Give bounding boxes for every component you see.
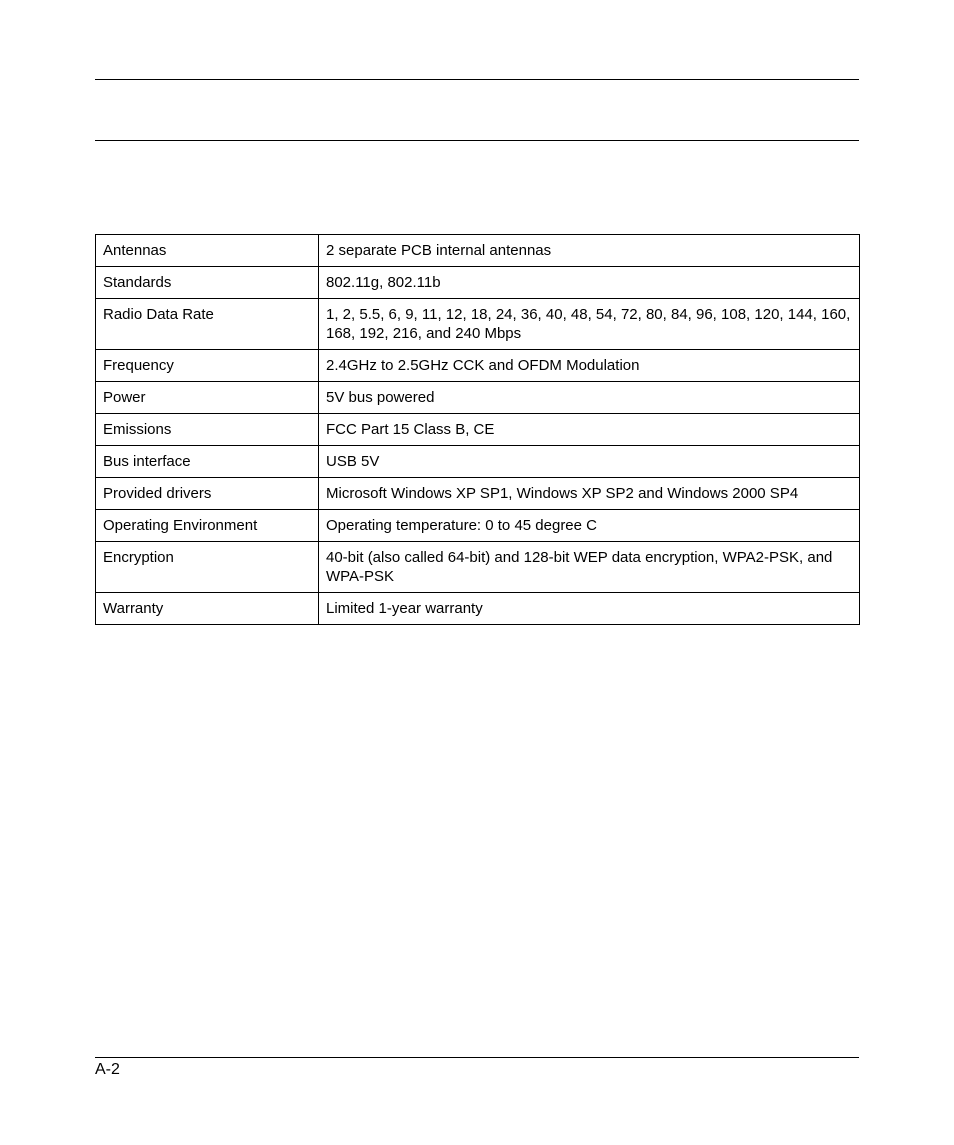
spec-label: Bus interface <box>96 446 319 478</box>
table-row <box>96 267 860 299</box>
table-row <box>96 414 860 446</box>
spec-value: Operating temperature: 0 to 45 degree C <box>319 510 860 542</box>
spec-label: Warranty <box>96 593 319 625</box>
spec-label: Emissions <box>96 414 319 446</box>
spec-label: Standards <box>96 267 319 299</box>
spec-label: Radio Data Rate <box>96 299 319 350</box>
table-row <box>96 382 860 414</box>
spec-label: Operating Environment <box>96 510 319 542</box>
spec-value: 802.11g, 802.11b <box>319 267 860 299</box>
page-number: A-2 <box>95 1061 120 1078</box>
spec-value: 40-bit (also called 64-bit) and 128-bit WEP data encryption, WPA2-PSK, and WPA-PSK <box>319 542 860 593</box>
spec-value: 5V bus powered <box>319 382 860 414</box>
header-rule-bottom <box>95 140 859 141</box>
spec-label: Power <box>96 382 319 414</box>
spec-label: Frequency <box>96 350 319 382</box>
table-row <box>96 593 860 625</box>
table-row <box>96 510 860 542</box>
footer-rule <box>95 1057 859 1058</box>
spec-label: Antennas <box>96 235 319 267</box>
spec-value: Microsoft Windows XP SP1, Windows XP SP2 and Windows 2000 SP4 <box>319 478 860 510</box>
table-row <box>96 350 860 382</box>
spec-value: Limited 1-year warranty <box>319 593 860 625</box>
spec-value: USB 5V <box>319 446 860 478</box>
header-rule-top <box>95 79 859 80</box>
spec-value: 2 separate PCB internal antennas <box>319 235 860 267</box>
table-row <box>96 299 860 350</box>
spec-value: 1, 2, 5.5, 6, 9, 11, 12, 18, 24, 36, 40, 48, 54, 72, 80, 84, 96, 108, 120, 144, 160, 168, 192, 216, and 240 Mbps <box>319 299 860 350</box>
table-row <box>96 446 860 478</box>
spec-label: Provided drivers <box>96 478 319 510</box>
table-row <box>96 478 860 510</box>
spec-label: Encryption <box>96 542 319 593</box>
spec-value: FCC Part 15 Class B, CE <box>319 414 860 446</box>
table-row <box>96 542 860 593</box>
table-row <box>96 235 860 267</box>
spec-value: 2.4GHz to 2.5GHz CCK and OFDM Modulation <box>319 350 860 382</box>
specifications-table <box>95 234 860 625</box>
